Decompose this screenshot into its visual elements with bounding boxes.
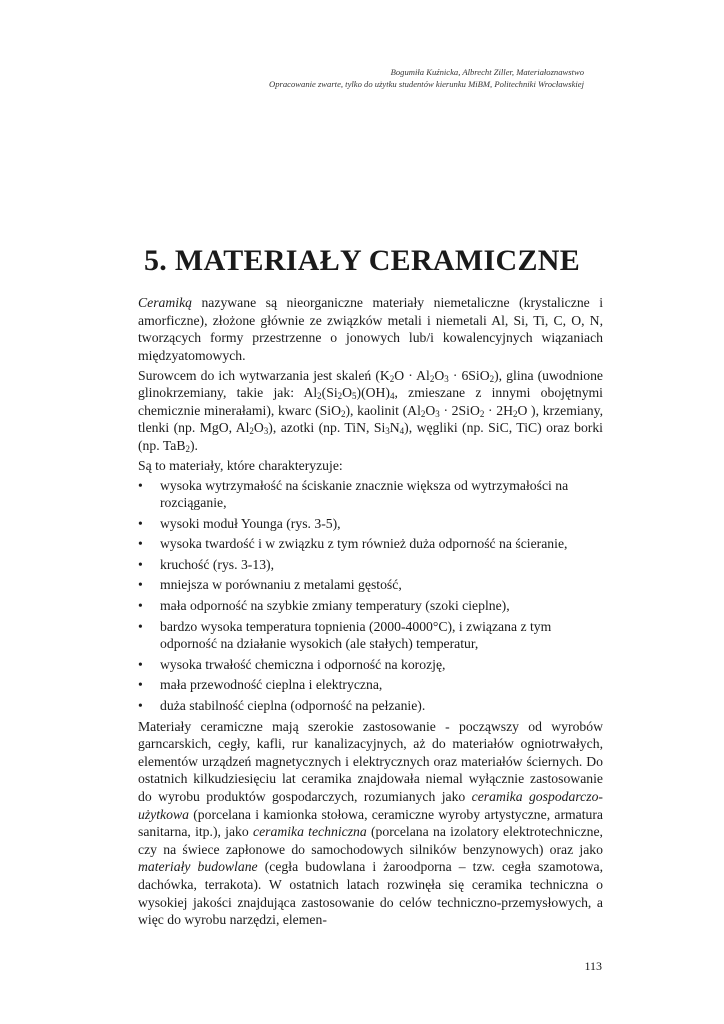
definition-paragraph — [138, 294, 603, 364]
chapter-body — [138, 294, 603, 931]
features-intro: Są to materiały, które charakteryzuje: — [138, 457, 343, 473]
list-item: • mała odporność na szybkie zmiany temperatury (szoki cieplne), — [138, 598, 510, 614]
bullet-icon: • — [138, 677, 143, 693]
bullet-icon: • — [138, 536, 143, 552]
list-item: • mniejsza w porównaniu z metalami gęstość, — [138, 577, 402, 593]
bullet-icon: • — [138, 556, 143, 572]
bullet-icon: • — [138, 656, 143, 672]
list-item: • bardzo wysoka temperatura topnienia (2000-4000°C), i związana z tym odporność na działanie wysokich (ale stałych) temperatur, — [138, 618, 552, 652]
defined-term: Ceramiką — [138, 295, 192, 310]
features-list — [138, 477, 603, 715]
list-item: • wysoki moduł Younga (rys. 3-5), — [138, 515, 341, 531]
bullet-icon: • — [138, 477, 143, 493]
bullet-icon: • — [138, 598, 143, 614]
list-item: • mała przewodność cieplna i elektryczna, — [138, 677, 383, 693]
definition-text: nazywane są nieorganiczne materiały niemetaliczne (krystaliczne i amorficzne), złożone głównie ze związków metali i niemetali Al, Si, Ti, C, O, N, tworzących formy przestrzenne o jonowych lub/i kowalencyjnych wiązaniach międzyatomowych. — [138, 295, 603, 363]
list-item: • wysoka trwałość chemiczna i odporność na korozję, — [138, 656, 446, 672]
bullet-icon: • — [138, 618, 143, 634]
list-item: • wysoka wytrzymałość na ściskanie znacznie większa od wytrzymałości na rozciąganie, — [138, 477, 569, 511]
list-item: • duża stabilność cieplna (odporność na pełzanie). — [138, 698, 426, 714]
chapter-title: 5. MATERIAŁY CERAMICZNE — [143, 244, 581, 277]
page-number: 113 — [584, 959, 602, 973]
bullet-icon: • — [138, 698, 143, 714]
raw-materials-paragraph: Surowcem do ich wytwarzania jest skaleń $(K_2O \cdot Al_2O_3 \cdot 6SiO_2)$, glina (uwodnione glinokrzemiany, takie jak: $Al_2(Si_2O_5)(OH)_4$, zmieszane z innymi obojętnymi chemicznie minerałami), kwarc (SiO$_2$), kaolinit ($Al_2O_3 \cdot 2SiO_2 \cdot 2H_2O$ ), krzemiany, tlenki (np. MgO, $Al_2O_3$), azotki (np. TiN, $Si_3N_4$), węgliki (np. SiC, TiC) oraz borki (np. TaB$_2$). — [138, 367, 604, 454]
bullet-icon: • — [138, 515, 143, 531]
running-header — [180, 66, 584, 90]
header-authors-line: Bogumiła Kuźnicka, Albrecht Ziller, Materiałoznawstwo — [390, 67, 584, 77]
list-item: • kruchość (rys. 3-13), — [138, 556, 275, 572]
applications-paragraph: Materiały ceramiczne mają szerokie zastosowanie - począwszy od wyrobów garncarskich, cegły, kafli, rur kanalizacyjnych, aż do materiałów ogniotrwałych, elementów urządzeń magnetycznych i elektrycznych oraz materiałów ściernych. Do ostatnich kilkudziesięciu lat ceramika znajdowała niemal wyłącznie zastosowanie do wyrobu produktów gospodarczych, rozumianych jako ceramika gospodarczo-użytkowa (porcelana i kamionka stołowa, ceramiczne wyroby artystyczne, armatura sanitarna, itp.), jako ceramika techniczna (porcelana na izolatory elektrotechniczne, czy na świece zapłonowe do samochodowych silników benzynowych) oraz jako materiały budowlane (cegła budowlana i żaroodporna – tzw. cegła szamotowa, dachówka, terrakota). W ostatnich latach rozwinęła się ceramika techniczna o wysokiej jakości znajdująca zastosowanie do celów techniczno-przemysłowych, a więc do wyrobu narzędzi, elemen- — [138, 718, 604, 928]
bullet-icon: • — [138, 577, 143, 593]
header-note-line: Opracowanie zwarte, tylko do użytku studentów kierunku MiBM, Politechniki Wrocławskiej — [269, 79, 584, 89]
list-item: • wysoka twardość i w związku z tym również duża odporność na ścieranie, — [138, 536, 568, 552]
